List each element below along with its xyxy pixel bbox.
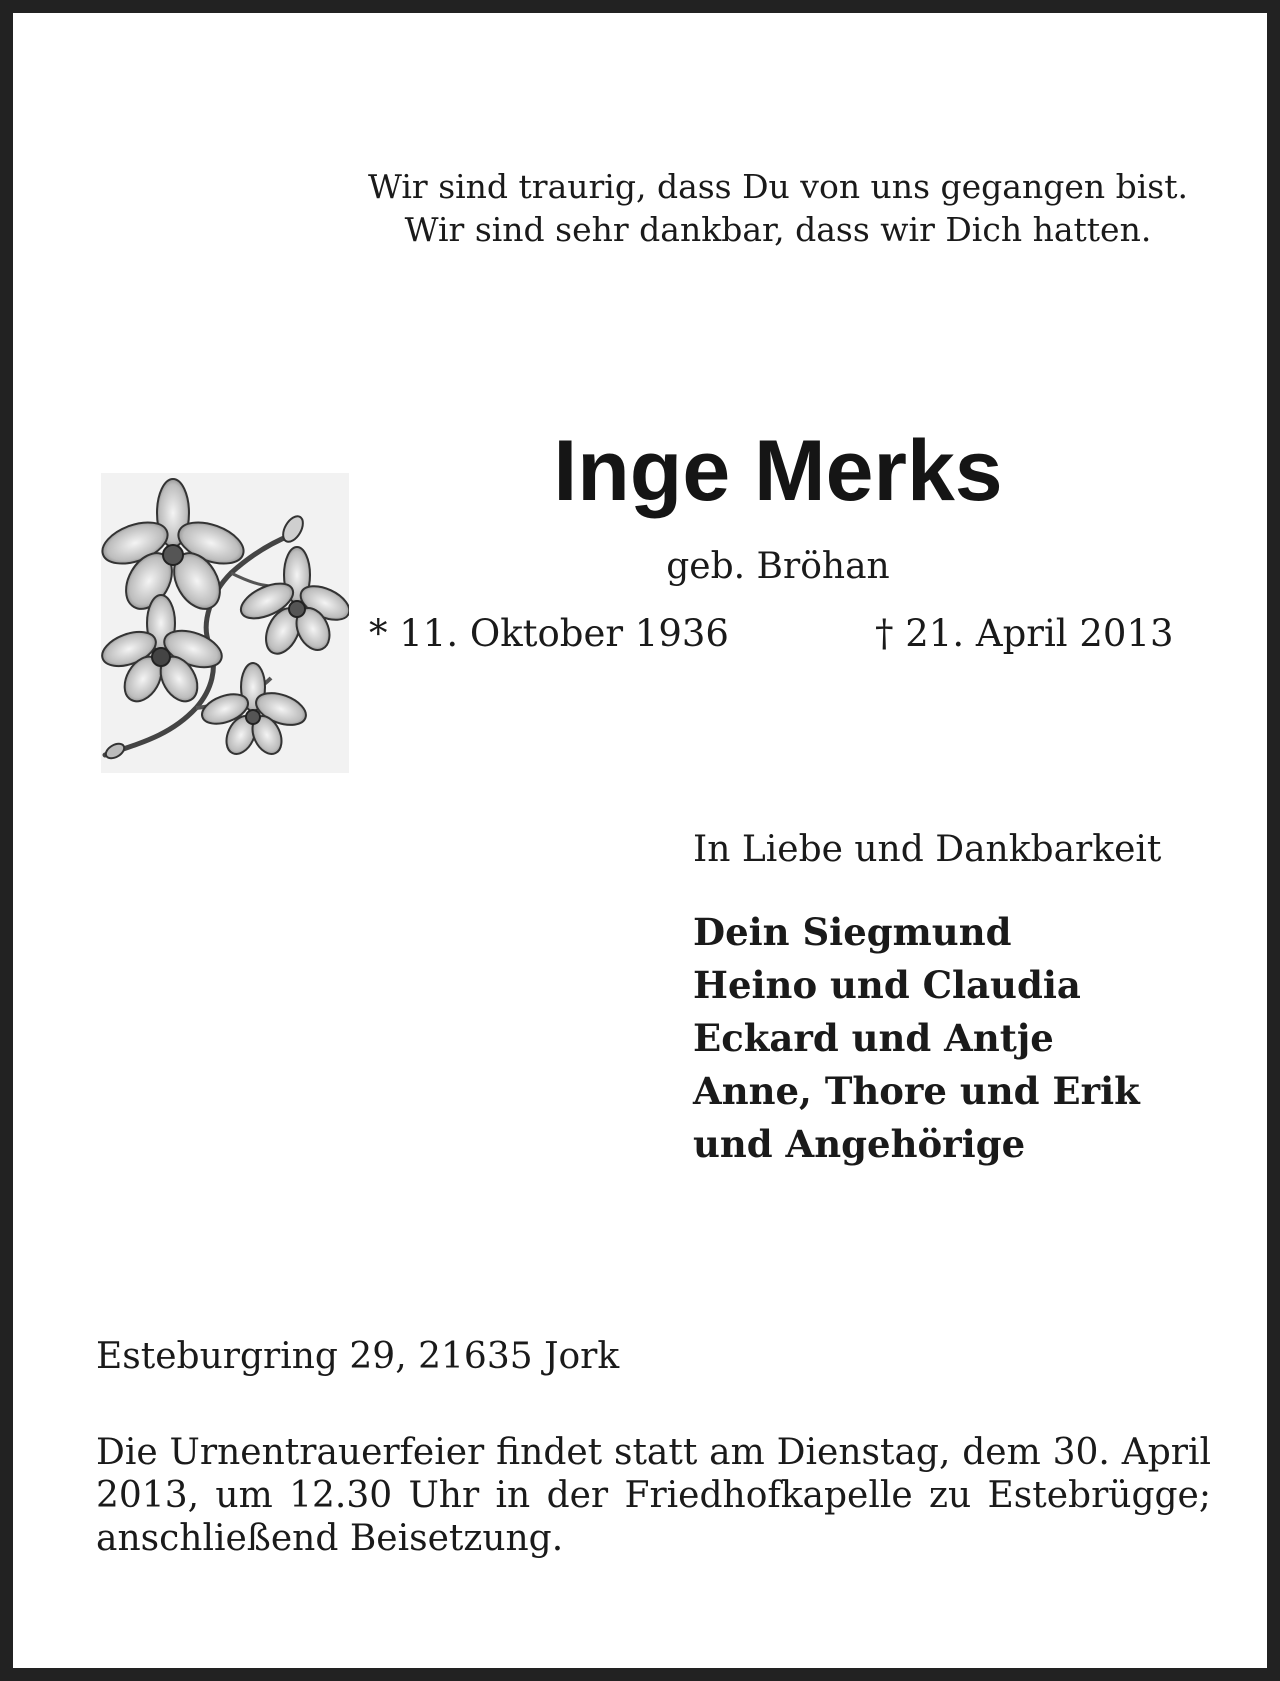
mourner-name: und Angehörige bbox=[693, 1122, 1026, 1166]
mourners-intro: In Liebe und Dankbarkeit bbox=[693, 829, 1162, 870]
service-notice: Die Urnentrauerfeier findet statt am Dienstag, dem 30. April 2013, um 12.30 Uhr in der Friedhofkapelle zu Estebrügge; anschließend Beisetzung. bbox=[96, 1432, 1211, 1559]
motto-line-2: Wir sind sehr dankbar, dass wir Dich hatten. bbox=[404, 210, 1152, 249]
mourner-name: Eckard und Antje bbox=[693, 1016, 1054, 1060]
birth-date: * 11. Oktober 1936 bbox=[369, 612, 729, 655]
motto-line-1: Wir sind traurig, dass Du von uns gegangen bist. bbox=[368, 167, 1188, 206]
mourner-name: Dein Siegmund bbox=[693, 910, 1012, 954]
death-date: † 21. April 2013 bbox=[875, 612, 1174, 655]
motto bbox=[313, 165, 1243, 251]
maiden-name: geb. Bröhan bbox=[666, 546, 890, 587]
mourner-name: Anne, Thore und Erik bbox=[693, 1069, 1140, 1113]
address: Esteburgring 29, 21635 Jork bbox=[96, 1336, 620, 1377]
mourner-name: Heino und Claudia bbox=[693, 963, 1081, 1007]
orchid-icon bbox=[101, 473, 349, 773]
deceased-name: Inge Merks bbox=[553, 423, 1003, 519]
mourners-list bbox=[693, 906, 1140, 1171]
